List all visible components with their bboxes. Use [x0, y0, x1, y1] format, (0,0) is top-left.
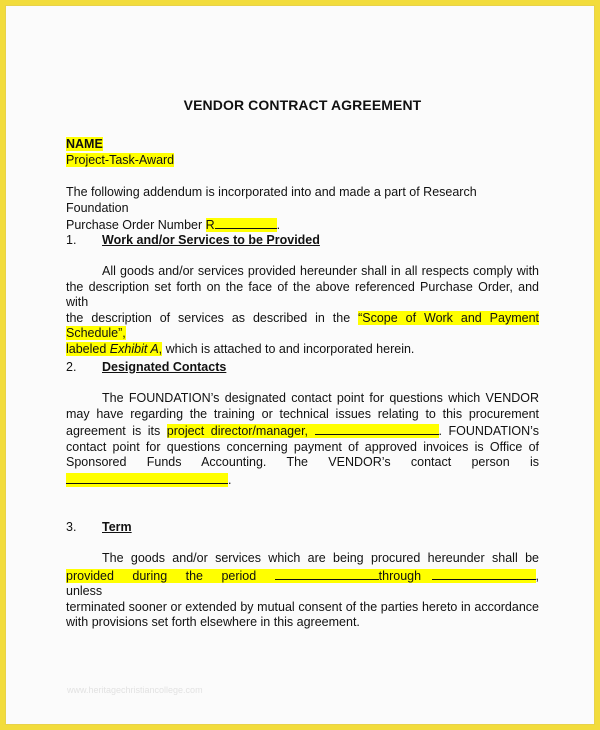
period-end-blank [432, 567, 536, 580]
watermark: www.heritagechristiancollege.com [67, 685, 203, 695]
period-start-blank [275, 567, 379, 580]
project-label: Project-Task-Award [66, 152, 175, 167]
section-number: 1. [66, 233, 77, 247]
body-line: terminated sooner or extended by mutual consent of the parties hereto in accordance [66, 599, 539, 614]
exhibit-comma: , [158, 341, 163, 356]
section-1-heading [66, 233, 539, 249]
document-title: VENDOR CONTRACT AGREEMENT [183, 97, 422, 113]
body-line: with provisions set forth elsewhere in this agreement. [66, 615, 360, 630]
section-number: 3. [66, 520, 77, 534]
exhibit-highlight [66, 342, 162, 356]
section-heading: Term [102, 520, 132, 534]
section-3-body [66, 551, 539, 631]
body-line: may have regarding the training or technical issues relating to this procurement [66, 406, 539, 421]
name-block [66, 137, 539, 168]
period-field[interactable] [66, 569, 536, 583]
document-frame [5, 5, 595, 725]
body-text: which is attached to and incorporated herein. [162, 341, 415, 356]
body-line: The goods and/or services which are being procured hereunder shall be [102, 551, 539, 565]
vendor-contact-field[interactable] [66, 473, 228, 487]
body-text: . FOUNDATION’s [438, 424, 539, 439]
section-2-heading [66, 360, 539, 376]
exhibit-label: Exhibit A [109, 341, 159, 356]
purchase-order-field[interactable] [206, 218, 277, 232]
intro-line-text: Purchase Order Number [66, 218, 206, 233]
section-heading: Work and/or Services to be Provided [102, 233, 320, 247]
body-text: agreement is its [66, 424, 167, 439]
section-2-body [66, 391, 539, 489]
project-director-blank [315, 422, 439, 435]
period-through: through [378, 568, 432, 583]
section-1-body [66, 264, 539, 358]
period-label: provided during the period [66, 568, 275, 583]
body-text: the description of services as described in the [66, 310, 359, 325]
exhibit-text: labeled [66, 341, 110, 356]
body-text: . [228, 472, 232, 487]
purchase-order-blank [215, 216, 277, 229]
name-label: NAME [66, 137, 103, 151]
section-3-heading [66, 520, 539, 536]
body-line: The FOUNDATION’s designated contact point for questions which VENDOR [102, 391, 539, 405]
body-line: Sponsored Funds Accounting. The VENDOR’s contact person is [66, 455, 539, 470]
intro-end: . [276, 218, 281, 233]
section-number: 2. [66, 360, 77, 374]
body-line: the description set forth on the face of the above referenced Purchase Order, and with [66, 279, 539, 310]
project-director-label: project director/manager, [166, 424, 315, 439]
body-line: contact point for questions concerning payment of approved invoices is Office of [66, 439, 539, 454]
project-director-field[interactable] [167, 424, 439, 438]
purchase-order-prefix: R [205, 218, 215, 233]
intro-line: The following addendum is incorporated into and made a part of Research Foundation [66, 185, 477, 215]
scope-highlight: “Scope of Work and Payment Schedule”, [66, 310, 539, 341]
vendor-contact-blank [66, 471, 228, 484]
body-text: , unless [66, 568, 539, 599]
section-heading: Designated Contacts [102, 360, 227, 374]
body-line: All goods and/or services provided hereunder shall in all respects comply with [102, 264, 539, 278]
intro-paragraph [66, 185, 539, 234]
